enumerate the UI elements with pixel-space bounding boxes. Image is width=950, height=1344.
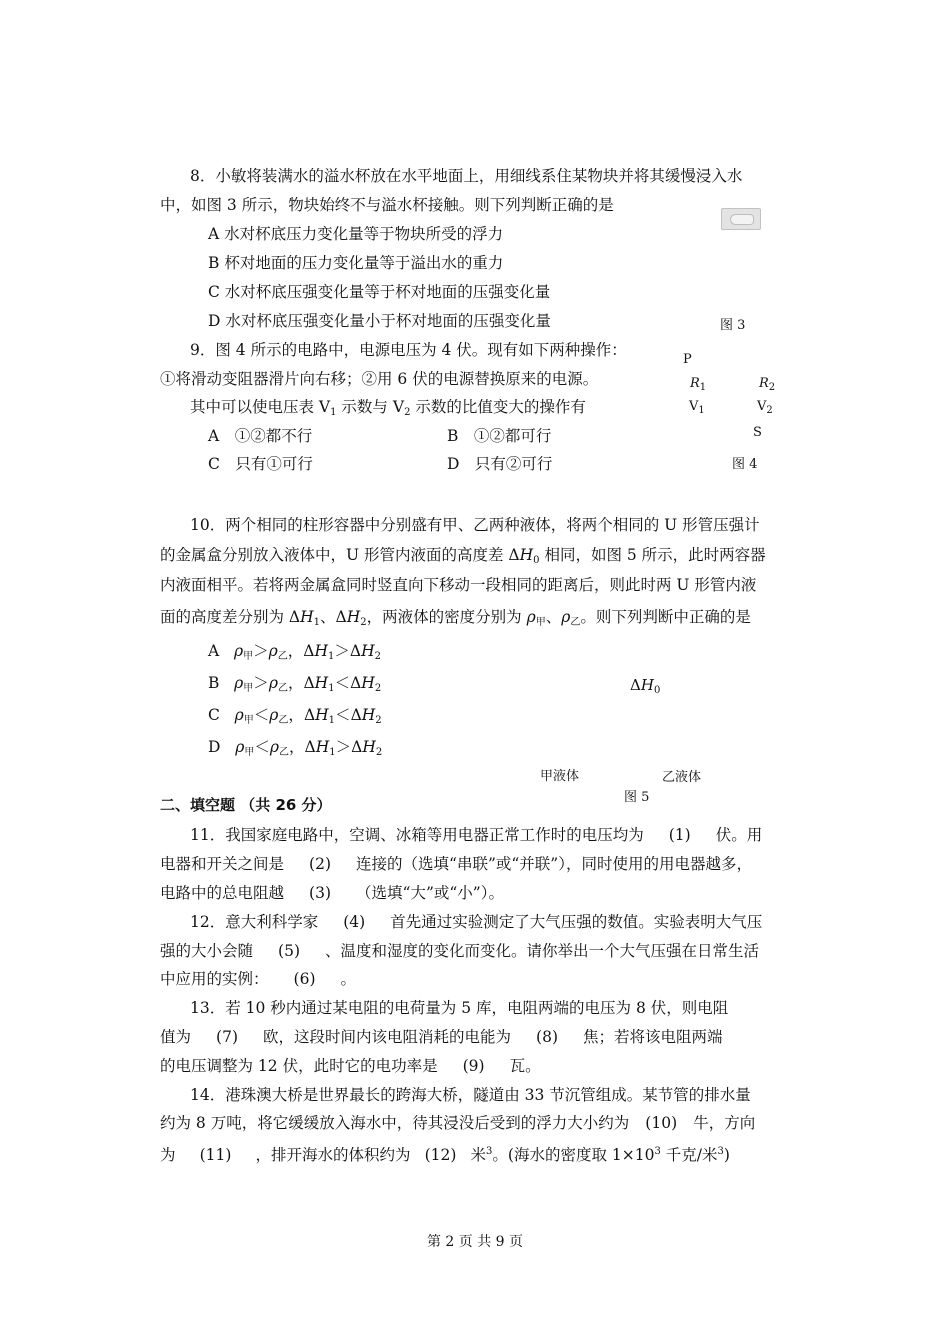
q13-line3: 的电压调整为 12 伏，此时它的电功率是 (9) 瓦。 [160, 1057, 541, 1075]
q9-option-a: A ①②都不行 [208, 427, 313, 445]
q8-option-c: C 水对杯底压强变化量等于杯对地面的压强变化量 [208, 283, 551, 301]
q10-option-b: B $\rho_甲>\rho_乙$，$\Delta H_1<\Delta H_2$ [208, 674, 382, 694]
blank-2[interactable]: (2) [309, 855, 331, 873]
figure-3-label: 图 3 [720, 318, 746, 333]
q14-line1: 14．港珠澳大桥是世界最长的跨海大桥，隧道由 33 节沉管组成。某节管的排水量 [190, 1086, 751, 1104]
blank-12[interactable]: (12) [424, 1146, 457, 1164]
fig4-r1: $R_1$ [690, 376, 707, 393]
fig5-delta-h0: $\Delta H_0$ [630, 676, 661, 696]
q8-option-b: B 杯对地面的压力变化量等于溢出水的重力 [208, 254, 504, 272]
q11-line2: 电器和开关之间是 (2) 连接的（选填“串联”或“并联”），同时使用的用电器越多， [160, 855, 752, 873]
q8-line1: 8．小敏将装满水的溢水杯放在水平地面上，用细线系住某物块并将其缓慢浸入水 [190, 167, 743, 185]
q10-option-c: C $\rho_甲<\rho_乙$，$\Delta H_1<\Delta H_2$ [208, 706, 382, 726]
blank-5[interactable]: (5) [278, 942, 300, 960]
blank-9[interactable]: (9) [462, 1057, 485, 1075]
blank-7[interactable]: (7) [216, 1028, 238, 1046]
page-footer: 第 2 页 共 9 页 [426, 1234, 524, 1250]
blank-1[interactable]: (1) [668, 826, 691, 844]
q10-option-a: A $\rho_甲>\rho_乙$，$\Delta H_1>\Delta H_2$ [208, 642, 381, 662]
fig4-switch-s: S [753, 425, 762, 440]
q11-line3: 电路中的总电阻越 (3) （选填“大”或“小”）。 [160, 884, 504, 902]
section-2-title: 二、填空题 （共 26 分） [160, 796, 332, 814]
q13-line2: 值为 (7) 欧，这段时间内该电阻消耗的电能为 (8) 焦；若将该电阻两端 [160, 1028, 723, 1046]
q11-line1: 11．我国家庭电路中，空调、冰箱等用电器正常工作时的电压均为 (1) 伏。用 [190, 826, 763, 844]
q8-line2: 中，如图 3 所示，物块始终不与溢水杯接触。则下列判断正确的是 [160, 196, 614, 214]
q10-option-d: D $\rho_甲<\rho_乙$，$\Delta H_1>\Delta H_2$ [208, 738, 383, 758]
q13-line1: 13．若 10 秒内通过某电阻的电荷量为 5 库，电阻两端的电压为 8 伏，则电阻 [190, 999, 729, 1017]
q9-option-b: B ①②都可行 [447, 427, 552, 445]
fig5-left-liquid-label: 甲液体 [540, 769, 580, 784]
q9-option-d: D 只有②可行 [447, 455, 553, 473]
q9-option-c: C 只有①可行 [208, 455, 313, 473]
q14-line2: 约为 8 万吨，将它缓缓放入海水中，待其浸没后受到的浮力大小约为 (10) 牛，方向 [160, 1114, 756, 1132]
q10-line1: 10．两个相同的柱形容器中分别盛有甲、乙两种液体，将两个相同的 U 形管压强计 [190, 516, 760, 534]
figure-5-label: 图 5 [624, 790, 650, 805]
q12-line1: 12．意大利科学家 (4) 首先通过实验测定了大气压强的数值。实验表明大气压 [190, 913, 763, 931]
q9-line3: 其中可以使电压表 $V_1$ 示数与 $V_2$ 示数的比值变大的操作有 [190, 398, 586, 418]
fig5-right-liquid-label: 乙液体 [662, 770, 702, 785]
q10-line4: 面的高度差分别为 $\Delta H_1$、$\Delta H_2$，两液体的密度分别为 $\rho_甲$、$\rho_乙$。则下列判断中正确的是 [160, 608, 751, 628]
blank-10[interactable]: (10) [645, 1114, 678, 1132]
fig4-r2: $R_2$ [759, 376, 776, 393]
q9-line1: 9．图 4 所示的电路中，电源电压为 4 伏。现有如下两种操作： [190, 341, 627, 359]
blank-3[interactable]: (3) [309, 884, 331, 902]
q12-line3: 中应用的实例： (6) 。 [160, 970, 357, 988]
blank-6[interactable]: (6) [293, 970, 316, 988]
q10-line3: 内液面相平。若将两金属盒同时竖直向下移动一段相同的距离后，则此时两 U 形管内液 [160, 576, 757, 594]
q8-option-a: A 水对杯底压力变化量等于物块所受的浮力 [208, 225, 504, 243]
fig4-slider-p: P [683, 352, 692, 367]
q10-line2: 的金属盒分别放入液体中，U 形管内液面的高度差 $\Delta H_0$ 相同，如图 5 所示，此时两容器 [160, 546, 766, 566]
hand-figure-icon [721, 208, 761, 230]
blank-8[interactable]: (8) [536, 1028, 559, 1046]
q12-line2: 强的大小会随 (5) 、温度和湿度的变化而变化。请你举出一个大气压强在日常生活 [160, 942, 760, 960]
blank-11[interactable]: (11) [199, 1146, 232, 1164]
q8-option-d: D 水对杯底压强变化量小于杯对地面的压强变化量 [208, 312, 551, 330]
fig4-v2: $V_2$ [757, 399, 773, 416]
q14-line3: 为 (11) ，排开海水的体积约为 (12) 米$^3$。(海水的密度取 $1\times 10^3$ 千克/米$^3$) [160, 1146, 730, 1164]
fig4-v1: $V_1$ [689, 399, 705, 416]
figure-4-label: 图 4 [732, 457, 758, 472]
q9-line2: ①将滑动变阻器滑片向右移；②用 6 伏的电源替换原来的电源。 [160, 370, 599, 388]
blank-4[interactable]: (4) [343, 913, 366, 931]
